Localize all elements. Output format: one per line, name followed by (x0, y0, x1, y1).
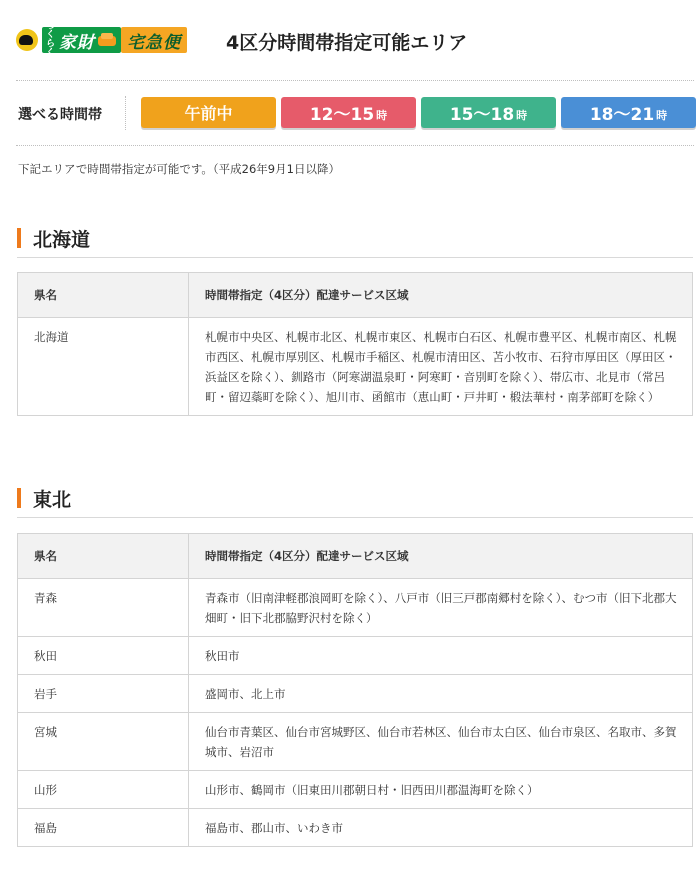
header (16, 21, 696, 58)
service-area-cell: 福島市、郡山市、いわき市 (189, 809, 693, 847)
area-table-hokkaido (17, 272, 693, 416)
service-area-cell: 青森市（旧南津軽郡浪岡町を除く）、八戸市（旧三戸郡南郷村を除く）、むつ市（旧下北郡大畑町・旧下北郡脇野沢村を除く） (189, 579, 693, 637)
section-heading-hokkaido (17, 226, 693, 252)
time-band-text: 18～21 (589, 105, 655, 125)
service-area-cell: 札幌市中央区、札幌市北区、札幌市東区、札幌市白石区、札幌市豊平区、札幌市南区、札幌市西区、札幌市厚別区、札幌市手稲区、札幌市清田区、苫小牧市、石狩市厚田区（厚田区・浜益区を除く）、釧路市（阿寒湖温泉町・阿寒町・音別町を除く）、帯広市、北見市（常呂町・留辺蘂町を除く）、旭川市、函館市（恵山町・戸井町・椴法華村・南茅部町を除く） (189, 318, 693, 416)
table-header-row (18, 273, 693, 318)
prefecture-cell: 青森 (18, 579, 189, 637)
prefecture-cell: 岩手 (18, 675, 189, 713)
service-area-cell: 仙台市青葉区、仙台市宮城野区、仙台市若林区、仙台市太白区、仙台市泉区、名取市、多賀城市、岩沼市 (189, 713, 693, 771)
divider (16, 80, 694, 81)
availability-note: 下記エリアで時間帯指定が可能です。（平成26年9月1日以降） (18, 162, 340, 176)
kazai-takkyubin-logo[interactable] (16, 21, 212, 58)
time-band-suffix: 時 (376, 108, 388, 122)
time-band-label: 選べる時間帯 (18, 107, 102, 123)
divider (125, 96, 126, 130)
logo-takkyubin-text: 宅急便 (121, 27, 187, 53)
logo-raku-text: らくらく (46, 21, 56, 58)
divider (17, 517, 693, 518)
column-header-service-area: 時間帯指定（4区分）配達サービス区域 (189, 273, 693, 318)
time-band-text: 午前中 (184, 104, 233, 123)
prefecture-cell: 北海道 (18, 318, 189, 416)
time-band-text: 12～15 (309, 105, 375, 125)
service-area-cell: 秋田市 (189, 637, 693, 675)
time-band-morning (141, 97, 276, 128)
time-band-12-15 (281, 97, 416, 128)
service-area-cell: 盛岡市、北上市 (189, 675, 693, 713)
sofa-icon (98, 33, 116, 47)
column-header-service-area: 時間帯指定（4区分）配達サービス区域 (189, 534, 693, 579)
table-row (18, 318, 693, 416)
area-table-tohoku (17, 533, 693, 847)
logo-green-box (42, 21, 121, 58)
divider (16, 145, 694, 146)
table-row (18, 771, 693, 809)
table-row (18, 675, 693, 713)
divider (17, 257, 693, 258)
time-band-18-21 (561, 97, 696, 128)
page-title: 4区分時間帯指定可能エリア (226, 32, 468, 54)
time-band-text: 15～18 (449, 105, 515, 125)
table-row (18, 637, 693, 675)
prefecture-cell: 秋田 (18, 637, 189, 675)
table-row (18, 809, 693, 847)
kuroneko-logo-icon (16, 29, 38, 51)
column-header-prefecture: 県名 (18, 273, 189, 318)
table-header-row (18, 534, 693, 579)
section-title: 北海道 (33, 229, 91, 251)
prefecture-cell: 福島 (18, 809, 189, 847)
time-band-suffix: 時 (656, 108, 668, 122)
heading-accent-bar (17, 488, 21, 508)
prefecture-cell: 宮城 (18, 713, 189, 771)
section-heading-tohoku (17, 486, 693, 512)
heading-accent-bar (17, 228, 21, 248)
prefecture-cell: 山形 (18, 771, 189, 809)
table-row (18, 713, 693, 771)
service-area-cell: 山形市、鶴岡市（旧東田川郡朝日村・旧西田川郡温海町を除く） (189, 771, 693, 809)
time-band-suffix: 時 (516, 108, 528, 122)
table-row (18, 579, 693, 637)
time-band-15-18 (421, 97, 556, 128)
column-header-prefecture: 県名 (18, 534, 189, 579)
section-title: 東北 (33, 489, 72, 511)
logo-kazai-text: 家財 (59, 32, 95, 53)
